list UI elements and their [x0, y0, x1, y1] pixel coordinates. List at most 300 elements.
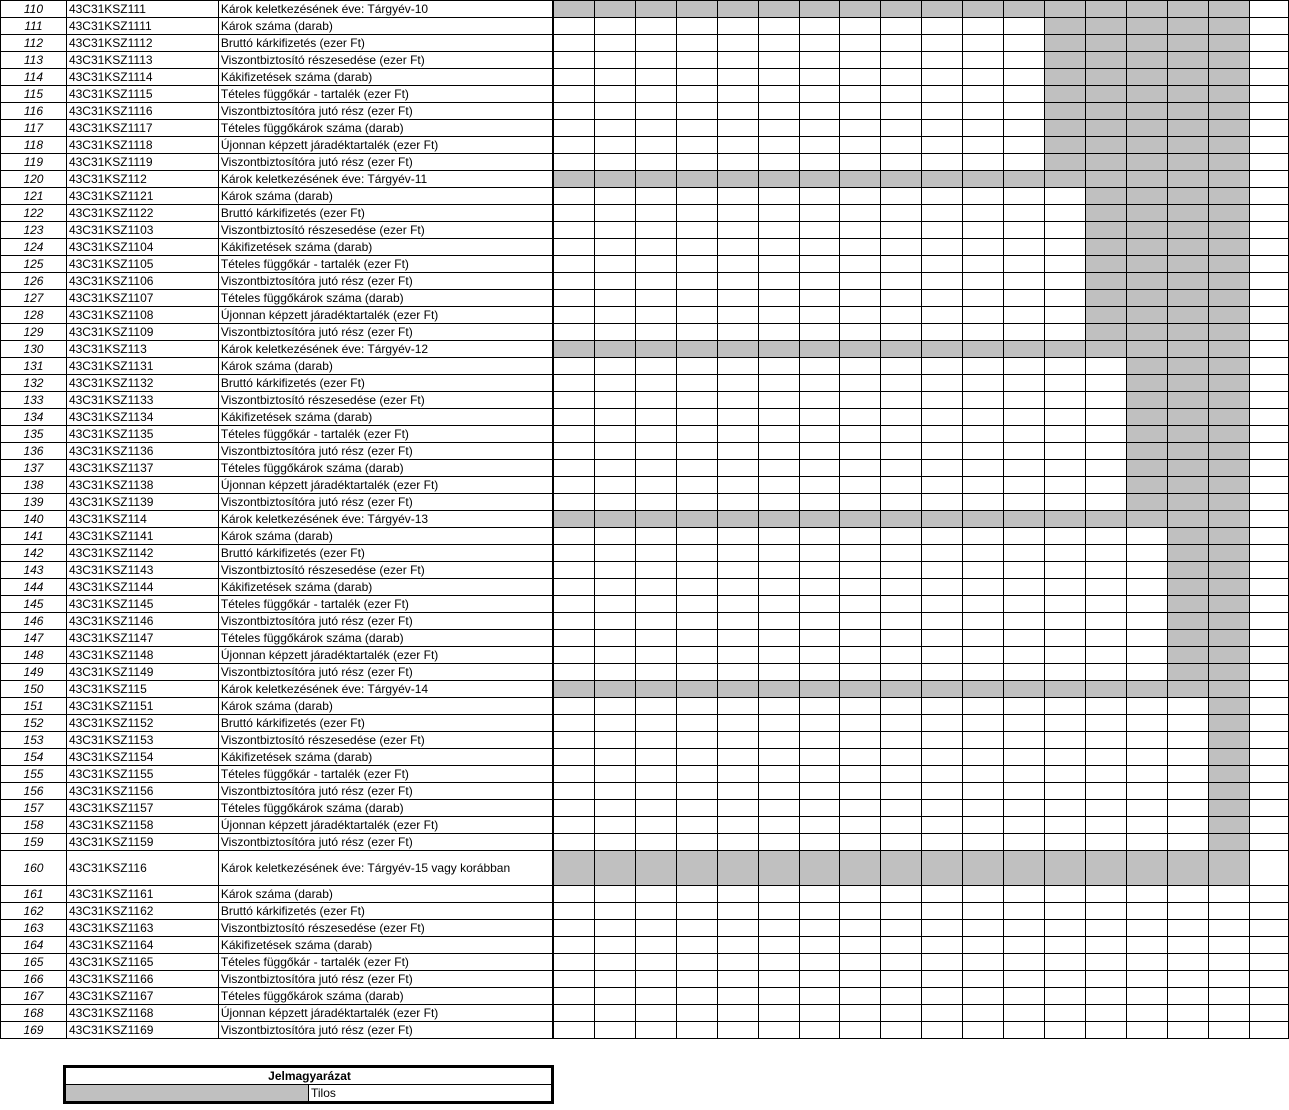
input-cell[interactable] [799, 732, 840, 749]
input-cell[interactable] [1045, 545, 1086, 562]
input-cell[interactable] [676, 664, 717, 681]
input-cell[interactable] [1045, 222, 1086, 239]
input-cell[interactable] [676, 749, 717, 766]
input-cell[interactable] [594, 715, 635, 732]
input-cell[interactable] [1086, 647, 1127, 664]
input-cell[interactable] [1250, 817, 1289, 834]
input-cell[interactable] [963, 222, 1004, 239]
input-cell[interactable] [1004, 903, 1045, 920]
input-cell[interactable] [1127, 664, 1168, 681]
input-cell[interactable] [1045, 392, 1086, 409]
input-cell[interactable] [963, 52, 1004, 69]
input-cell[interactable] [1168, 766, 1209, 783]
input-cell[interactable] [799, 103, 840, 120]
input-cell[interactable] [758, 749, 799, 766]
input-cell[interactable] [799, 477, 840, 494]
input-cell[interactable] [1250, 545, 1289, 562]
input-cell[interactable] [1250, 511, 1289, 528]
input-cell[interactable] [594, 732, 635, 749]
input-cell[interactable] [1086, 562, 1127, 579]
input-cell[interactable] [717, 954, 758, 971]
input-cell[interactable] [881, 817, 922, 834]
input-cell[interactable] [676, 800, 717, 817]
input-cell[interactable] [676, 954, 717, 971]
input-cell[interactable] [1045, 903, 1086, 920]
input-cell[interactable] [758, 886, 799, 903]
input-cell[interactable] [881, 392, 922, 409]
input-cell[interactable] [676, 817, 717, 834]
input-cell[interactable] [1004, 35, 1045, 52]
input-cell[interactable] [635, 715, 676, 732]
input-cell[interactable] [881, 205, 922, 222]
input-cell[interactable] [1209, 937, 1250, 954]
input-cell[interactable] [799, 86, 840, 103]
input-cell[interactable] [553, 664, 594, 681]
input-cell[interactable] [963, 188, 1004, 205]
input-cell[interactable] [717, 205, 758, 222]
input-cell[interactable] [676, 409, 717, 426]
input-cell[interactable] [840, 239, 881, 256]
input-cell[interactable] [963, 596, 1004, 613]
input-cell[interactable] [840, 545, 881, 562]
input-cell[interactable] [799, 579, 840, 596]
input-cell[interactable] [840, 783, 881, 800]
input-cell[interactable] [717, 886, 758, 903]
input-cell[interactable] [1004, 222, 1045, 239]
input-cell[interactable] [1045, 732, 1086, 749]
input-cell[interactable] [553, 749, 594, 766]
input-cell[interactable] [758, 783, 799, 800]
input-cell[interactable] [717, 103, 758, 120]
input-cell[interactable] [922, 222, 963, 239]
input-cell[interactable] [635, 613, 676, 630]
input-cell[interactable] [963, 324, 1004, 341]
input-cell[interactable] [1086, 596, 1127, 613]
input-cell[interactable] [963, 69, 1004, 86]
input-cell[interactable] [717, 664, 758, 681]
input-cell[interactable] [799, 239, 840, 256]
input-cell[interactable] [594, 920, 635, 937]
input-cell[interactable] [922, 86, 963, 103]
input-cell[interactable] [1045, 800, 1086, 817]
input-cell[interactable] [758, 358, 799, 375]
input-cell[interactable] [799, 988, 840, 1005]
input-cell[interactable] [1086, 545, 1127, 562]
input-cell[interactable] [1168, 1022, 1209, 1039]
input-cell[interactable] [1045, 715, 1086, 732]
input-cell[interactable] [922, 137, 963, 154]
input-cell[interactable] [1250, 409, 1289, 426]
input-cell[interactable] [881, 800, 922, 817]
input-cell[interactable] [799, 273, 840, 290]
input-cell[interactable] [1086, 834, 1127, 851]
input-cell[interactable] [840, 120, 881, 137]
input-cell[interactable] [1045, 443, 1086, 460]
input-cell[interactable] [1086, 477, 1127, 494]
input-cell[interactable] [1004, 800, 1045, 817]
input-cell[interactable] [594, 988, 635, 1005]
input-cell[interactable] [1004, 137, 1045, 154]
input-cell[interactable] [881, 1005, 922, 1022]
input-cell[interactable] [840, 290, 881, 307]
input-cell[interactable] [717, 971, 758, 988]
input-cell[interactable] [1045, 307, 1086, 324]
input-cell[interactable] [553, 715, 594, 732]
input-cell[interactable] [963, 971, 1004, 988]
input-cell[interactable] [758, 154, 799, 171]
input-cell[interactable] [881, 596, 922, 613]
input-cell[interactable] [963, 749, 1004, 766]
input-cell[interactable] [1045, 375, 1086, 392]
input-cell[interactable] [840, 154, 881, 171]
input-cell[interactable] [1127, 528, 1168, 545]
input-cell[interactable] [881, 937, 922, 954]
input-cell[interactable] [717, 18, 758, 35]
input-cell[interactable] [1250, 596, 1289, 613]
input-cell[interactable] [840, 426, 881, 443]
input-cell[interactable] [676, 358, 717, 375]
input-cell[interactable] [922, 256, 963, 273]
input-cell[interactable] [1004, 817, 1045, 834]
input-cell[interactable] [1250, 69, 1289, 86]
input-cell[interactable] [1250, 137, 1289, 154]
input-cell[interactable] [963, 715, 1004, 732]
input-cell[interactable] [881, 783, 922, 800]
input-cell[interactable] [1045, 834, 1086, 851]
input-cell[interactable] [840, 664, 881, 681]
input-cell[interactable] [922, 766, 963, 783]
input-cell[interactable] [1086, 392, 1127, 409]
input-cell[interactable] [881, 528, 922, 545]
input-cell[interactable] [1045, 698, 1086, 715]
input-cell[interactable] [717, 715, 758, 732]
input-cell[interactable] [1086, 613, 1127, 630]
input-cell[interactable] [922, 426, 963, 443]
input-cell[interactable] [799, 613, 840, 630]
input-cell[interactable] [963, 613, 1004, 630]
input-cell[interactable] [1250, 392, 1289, 409]
input-cell[interactable] [799, 18, 840, 35]
input-cell[interactable] [676, 120, 717, 137]
input-cell[interactable] [1209, 1022, 1250, 1039]
input-cell[interactable] [594, 834, 635, 851]
input-cell[interactable] [1250, 18, 1289, 35]
input-cell[interactable] [553, 630, 594, 647]
input-cell[interactable] [553, 477, 594, 494]
input-cell[interactable] [840, 35, 881, 52]
input-cell[interactable] [963, 477, 1004, 494]
input-cell[interactable] [963, 426, 1004, 443]
input-cell[interactable] [717, 783, 758, 800]
input-cell[interactable] [799, 647, 840, 664]
input-cell[interactable] [676, 205, 717, 222]
input-cell[interactable] [799, 954, 840, 971]
input-cell[interactable] [922, 1005, 963, 1022]
input-cell[interactable] [1004, 579, 1045, 596]
input-cell[interactable] [840, 375, 881, 392]
input-cell[interactable] [1045, 988, 1086, 1005]
input-cell[interactable] [758, 766, 799, 783]
input-cell[interactable] [1004, 647, 1045, 664]
input-cell[interactable] [922, 613, 963, 630]
input-cell[interactable] [594, 137, 635, 154]
input-cell[interactable] [553, 426, 594, 443]
input-cell[interactable] [1168, 988, 1209, 1005]
input-cell[interactable] [676, 971, 717, 988]
input-cell[interactable] [635, 324, 676, 341]
input-cell[interactable] [635, 375, 676, 392]
input-cell[interactable] [1250, 273, 1289, 290]
input-cell[interactable] [717, 937, 758, 954]
input-cell[interactable] [553, 698, 594, 715]
input-cell[interactable] [676, 1022, 717, 1039]
input-cell[interactable] [1004, 834, 1045, 851]
input-cell[interactable] [635, 188, 676, 205]
input-cell[interactable] [1127, 834, 1168, 851]
input-cell[interactable] [799, 69, 840, 86]
input-cell[interactable] [799, 715, 840, 732]
input-cell[interactable] [758, 664, 799, 681]
input-cell[interactable] [594, 154, 635, 171]
input-cell[interactable] [881, 307, 922, 324]
input-cell[interactable] [594, 392, 635, 409]
input-cell[interactable] [676, 732, 717, 749]
input-cell[interactable] [799, 154, 840, 171]
input-cell[interactable] [799, 766, 840, 783]
input-cell[interactable] [922, 698, 963, 715]
input-cell[interactable] [758, 562, 799, 579]
input-cell[interactable] [1086, 971, 1127, 988]
input-cell[interactable] [922, 647, 963, 664]
input-cell[interactable] [1004, 766, 1045, 783]
input-cell[interactable] [594, 290, 635, 307]
input-cell[interactable] [594, 800, 635, 817]
input-cell[interactable] [799, 290, 840, 307]
input-cell[interactable] [717, 307, 758, 324]
input-cell[interactable] [1209, 886, 1250, 903]
input-cell[interactable] [758, 409, 799, 426]
input-cell[interactable] [922, 52, 963, 69]
input-cell[interactable] [594, 545, 635, 562]
input-cell[interactable] [840, 749, 881, 766]
input-cell[interactable] [1045, 426, 1086, 443]
input-cell[interactable] [881, 903, 922, 920]
input-cell[interactable] [1250, 307, 1289, 324]
input-cell[interactable] [1004, 273, 1045, 290]
input-cell[interactable] [1004, 426, 1045, 443]
input-cell[interactable] [922, 937, 963, 954]
input-cell[interactable] [1250, 749, 1289, 766]
input-cell[interactable] [676, 86, 717, 103]
input-cell[interactable] [922, 579, 963, 596]
input-cell[interactable] [635, 903, 676, 920]
input-cell[interactable] [676, 256, 717, 273]
input-cell[interactable] [553, 256, 594, 273]
input-cell[interactable] [553, 273, 594, 290]
input-cell[interactable] [1004, 103, 1045, 120]
input-cell[interactable] [635, 443, 676, 460]
input-cell[interactable] [676, 920, 717, 937]
input-cell[interactable] [1004, 239, 1045, 256]
input-cell[interactable] [1045, 528, 1086, 545]
input-cell[interactable] [799, 562, 840, 579]
input-cell[interactable] [1004, 971, 1045, 988]
input-cell[interactable] [1004, 86, 1045, 103]
input-cell[interactable] [635, 920, 676, 937]
input-cell[interactable] [799, 545, 840, 562]
input-cell[interactable] [676, 886, 717, 903]
input-cell[interactable] [676, 273, 717, 290]
input-cell[interactable] [1250, 120, 1289, 137]
input-cell[interactable] [635, 937, 676, 954]
input-cell[interactable] [635, 358, 676, 375]
input-cell[interactable] [1127, 647, 1168, 664]
input-cell[interactable] [840, 630, 881, 647]
input-cell[interactable] [963, 579, 1004, 596]
input-cell[interactable] [840, 392, 881, 409]
input-cell[interactable] [1127, 937, 1168, 954]
input-cell[interactable] [635, 392, 676, 409]
input-cell[interactable] [963, 103, 1004, 120]
input-cell[interactable] [758, 715, 799, 732]
input-cell[interactable] [799, 937, 840, 954]
input-cell[interactable] [553, 154, 594, 171]
input-cell[interactable] [1045, 783, 1086, 800]
input-cell[interactable] [1250, 528, 1289, 545]
input-cell[interactable] [1045, 1005, 1086, 1022]
input-cell[interactable] [1250, 154, 1289, 171]
input-cell[interactable] [676, 426, 717, 443]
input-cell[interactable] [1004, 715, 1045, 732]
input-cell[interactable] [799, 783, 840, 800]
input-cell[interactable] [594, 256, 635, 273]
input-cell[interactable] [758, 630, 799, 647]
input-cell[interactable] [676, 630, 717, 647]
input-cell[interactable] [635, 52, 676, 69]
input-cell[interactable] [717, 426, 758, 443]
input-cell[interactable] [1045, 477, 1086, 494]
input-cell[interactable] [840, 817, 881, 834]
input-cell[interactable] [1004, 886, 1045, 903]
input-cell[interactable] [922, 307, 963, 324]
input-cell[interactable] [717, 732, 758, 749]
input-cell[interactable] [758, 426, 799, 443]
input-cell[interactable] [1004, 988, 1045, 1005]
input-cell[interactable] [553, 834, 594, 851]
input-cell[interactable] [553, 137, 594, 154]
input-cell[interactable] [1168, 698, 1209, 715]
input-cell[interactable] [840, 1005, 881, 1022]
input-cell[interactable] [717, 154, 758, 171]
input-cell[interactable] [553, 1005, 594, 1022]
input-cell[interactable] [717, 256, 758, 273]
input-cell[interactable] [922, 715, 963, 732]
input-cell[interactable] [758, 18, 799, 35]
input-cell[interactable] [635, 817, 676, 834]
input-cell[interactable] [1168, 954, 1209, 971]
input-cell[interactable] [717, 460, 758, 477]
input-cell[interactable] [594, 971, 635, 988]
input-cell[interactable] [963, 886, 1004, 903]
input-cell[interactable] [717, 443, 758, 460]
input-cell[interactable] [676, 137, 717, 154]
input-cell[interactable] [840, 732, 881, 749]
input-cell[interactable] [676, 647, 717, 664]
input-cell[interactable] [1168, 783, 1209, 800]
input-cell[interactable] [758, 188, 799, 205]
input-cell[interactable] [594, 239, 635, 256]
input-cell[interactable] [635, 103, 676, 120]
input-cell[interactable] [881, 426, 922, 443]
input-cell[interactable] [553, 732, 594, 749]
input-cell[interactable] [963, 545, 1004, 562]
input-cell[interactable] [963, 120, 1004, 137]
input-cell[interactable] [1250, 732, 1289, 749]
input-cell[interactable] [676, 222, 717, 239]
input-cell[interactable] [758, 1022, 799, 1039]
input-cell[interactable] [881, 375, 922, 392]
input-cell[interactable] [840, 715, 881, 732]
input-cell[interactable] [758, 545, 799, 562]
input-cell[interactable] [799, 375, 840, 392]
input-cell[interactable] [1250, 52, 1289, 69]
input-cell[interactable] [717, 528, 758, 545]
input-cell[interactable] [840, 324, 881, 341]
input-cell[interactable] [799, 137, 840, 154]
input-cell[interactable] [963, 783, 1004, 800]
input-cell[interactable] [758, 239, 799, 256]
input-cell[interactable] [553, 324, 594, 341]
input-cell[interactable] [635, 409, 676, 426]
input-cell[interactable] [881, 886, 922, 903]
input-cell[interactable] [758, 375, 799, 392]
input-cell[interactable] [840, 477, 881, 494]
input-cell[interactable] [553, 18, 594, 35]
input-cell[interactable] [676, 18, 717, 35]
input-cell[interactable] [717, 545, 758, 562]
input-cell[interactable] [717, 817, 758, 834]
input-cell[interactable] [799, 886, 840, 903]
input-cell[interactable] [963, 86, 1004, 103]
input-cell[interactable] [635, 971, 676, 988]
input-cell[interactable] [1086, 443, 1127, 460]
input-cell[interactable] [635, 596, 676, 613]
input-cell[interactable] [1045, 749, 1086, 766]
input-cell[interactable] [922, 988, 963, 1005]
input-cell[interactable] [799, 971, 840, 988]
input-cell[interactable] [553, 920, 594, 937]
input-cell[interactable] [922, 817, 963, 834]
input-cell[interactable] [840, 971, 881, 988]
input-cell[interactable] [799, 358, 840, 375]
input-cell[interactable] [553, 1022, 594, 1039]
input-cell[interactable] [594, 375, 635, 392]
input-cell[interactable] [635, 664, 676, 681]
input-cell[interactable] [553, 579, 594, 596]
input-cell[interactable] [922, 120, 963, 137]
input-cell[interactable] [922, 886, 963, 903]
input-cell[interactable] [963, 800, 1004, 817]
input-cell[interactable] [1250, 86, 1289, 103]
input-cell[interactable] [1004, 443, 1045, 460]
input-cell[interactable] [1045, 579, 1086, 596]
input-cell[interactable] [635, 545, 676, 562]
input-cell[interactable] [717, 596, 758, 613]
input-cell[interactable] [922, 903, 963, 920]
input-cell[interactable] [1045, 239, 1086, 256]
input-cell[interactable] [717, 698, 758, 715]
input-cell[interactable] [676, 443, 717, 460]
